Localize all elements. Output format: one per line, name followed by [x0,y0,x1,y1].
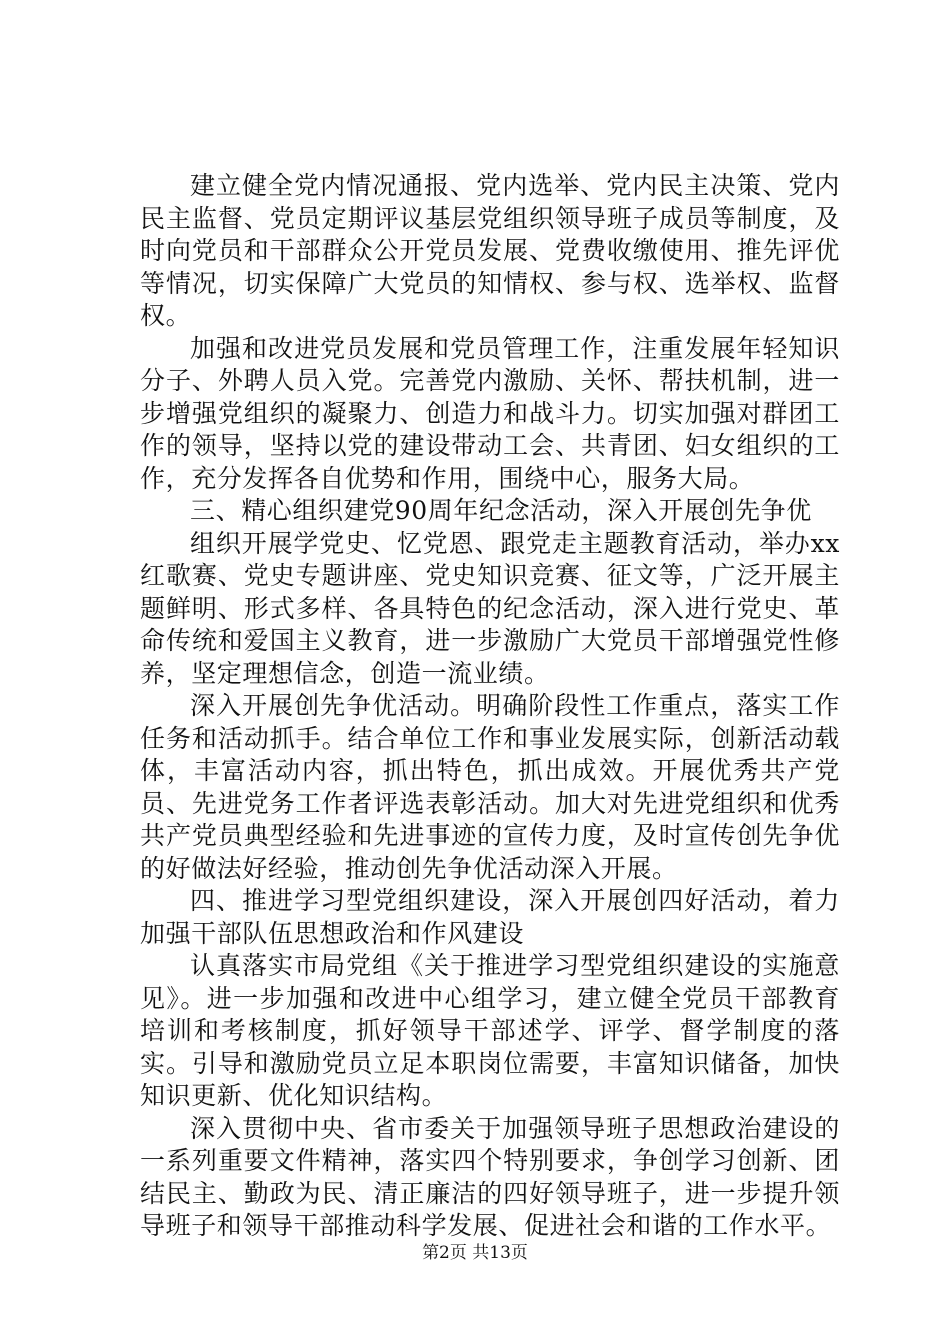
page-footer: 第2页 共13页 [422,1243,528,1263]
paragraph-4: 组织开展学党史、忆党恩、跟党走主题教育活动，举办xx红歌赛、党史专题讲座、党史知识竞赛、征文等，广泛开展主题鲜明、形式多样、各具特色的纪念活动，深入进行党史、革命传统和爱国主义教育，进一步激励广大党员干部增强党性修养，坚定理想信念，创造一流业绩。 [140,528,840,688]
document-body [140,170,840,1243]
paragraph-2: 加强和改进党员发展和党员管理工作，注重发展年轻知识分子、外聘人员入党。完善党内激励、关怀、帮扶机制，进一步增强党组织的凝聚力、创造力和战斗力。切实加强对群团工作的领导，坚持以党的建设带动工会、共青团、妇女组织的工作，充分发挥各自优势和作用，围绕中心，服务大局。 [140,333,840,493]
paragraph-5: 深入开展创先争优活动。明确阶段性工作重点，落实工作任务和活动抓手。结合单位工作和事业发展实际，创新活动载体，丰富活动内容，抓出特色，抓出成效。开展优秀共产党员、先进党务工作者评选表彰活动。加大对先进党组织和优秀共产党员典型经验和先进事迹的宣传力度，及时宣传创先争优的好做法好经验，推动创先争优活动深入开展。 [140,691,840,883]
paragraph-8: 深入贯彻中央、省市委关于加强领导班子思想政治建设的一系列重要文件精神，落实四个特别要求，争创学习创新、团结民主、勤政为民、清正廉洁的四好领导班子，进一步提升领导班子和领导干部推动科学发展、促进社会和谐的工作水平。 [140,1113,840,1240]
section-heading-4: 四、推进学习型党组织建设，深入开展创四好活动，着力加强干部队伍思想政治和作风建设 [140,886,840,948]
paragraph-1: 建立健全党内情况通报、党内选举、党内民主决策、党内民主监督、党员定期评议基层党组织领导班子成员等制度，及时向党员和干部群众公开党员发展、党费收缴使用、推先评优等情况，切实保障广大党员的知情权、参与权、选举权、监督权。 [140,171,840,330]
section-heading-3: 三、精心组织建党90周年纪念活动，深入开展创先争优 [190,496,812,525]
paragraph-7: 认真落实市局党组《关于推进学习型党组织建设的实施意见》。进一步加强和改进中心组学习，建立健全党员干部教育培训和考核制度，抓好领导干部述学、评学、督学制度的落实。引导和激励党员立足本职岗位需要，丰富知识储备，加快知识更新、优化知识结构。 [140,951,840,1110]
